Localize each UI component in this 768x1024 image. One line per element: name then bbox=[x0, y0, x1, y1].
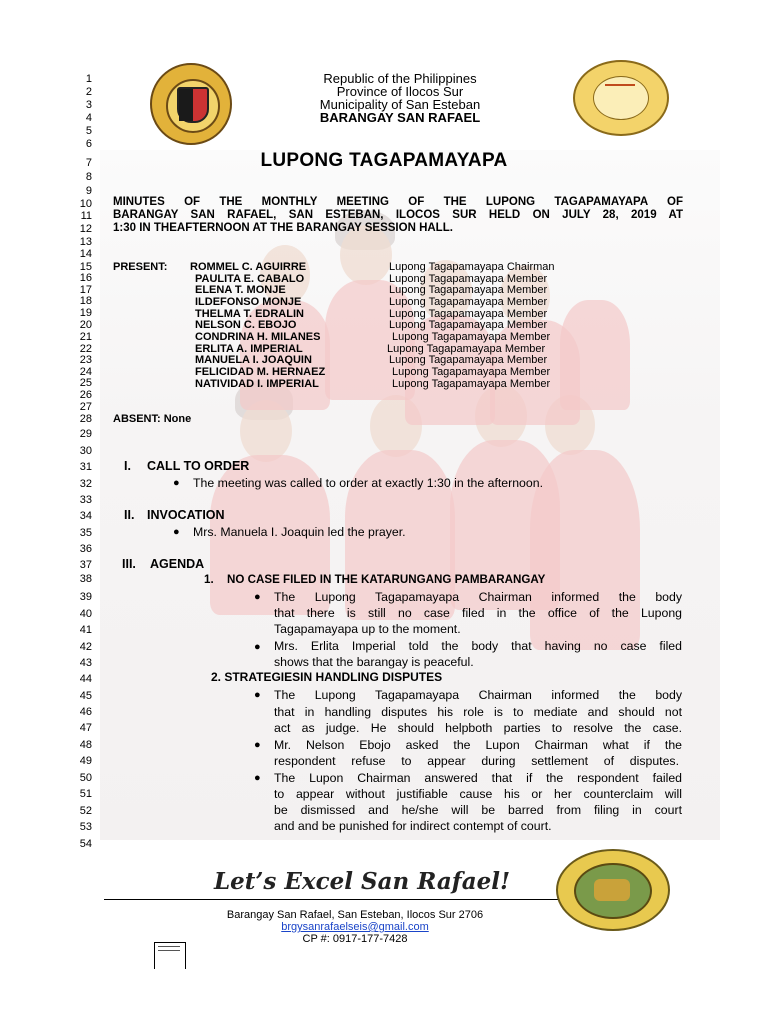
line-number: 40 bbox=[79, 608, 92, 620]
agenda-item-title: 2. STRATEGIESIN HANDLING DISPUTES bbox=[211, 670, 443, 684]
member-name: ERLITA A. IMPERIAL bbox=[195, 343, 303, 355]
line-number: 43 bbox=[79, 657, 92, 669]
line-number: 9 bbox=[85, 185, 92, 197]
agenda-text: Mrs. Erlita Imperial told the body that having no case filed bbox=[274, 639, 682, 653]
bayan-ng-san-esteban-seal-icon bbox=[150, 63, 232, 145]
line-number: 7 bbox=[85, 157, 92, 169]
line-number: 8 bbox=[85, 171, 92, 183]
member-role: Lupong Tagapamayapa Member bbox=[387, 343, 546, 355]
section-title: AGENDA bbox=[150, 557, 205, 571]
line-number: 23 bbox=[79, 354, 92, 366]
line-number: 46 bbox=[79, 706, 92, 718]
line-number: 1 bbox=[85, 73, 92, 85]
line-number: 24 bbox=[79, 366, 92, 378]
line-number: 20 bbox=[79, 319, 92, 331]
member-name: ELENA T. MONJE bbox=[195, 284, 286, 296]
member-role: Lupong Tagapamayapa Member bbox=[389, 354, 548, 366]
member-role: Lupong Tagapamayapa Chairman bbox=[389, 261, 555, 273]
line-number: 42 bbox=[79, 641, 92, 653]
member-role: Lupong Tagapamayapa Member bbox=[392, 331, 551, 343]
line-number: 22 bbox=[79, 343, 92, 355]
line-number: 41 bbox=[79, 624, 92, 636]
line-number: 31 bbox=[79, 461, 92, 473]
line-number: 13 bbox=[79, 236, 92, 248]
line-number: 49 bbox=[79, 755, 92, 767]
line-number: 11 bbox=[80, 210, 92, 222]
member-role: Lupong Tagapamayapa Member bbox=[389, 296, 548, 308]
line-number: 33 bbox=[79, 494, 92, 506]
line-number: 44 bbox=[79, 673, 92, 685]
member-name: MANUELA I. JOAQUIN bbox=[195, 354, 312, 366]
agenda-text: that in handling disputes his role is to mediate and should not bbox=[274, 705, 682, 719]
line-number: 18 bbox=[79, 295, 92, 307]
section-number: I. bbox=[124, 459, 131, 473]
line-number: 5 bbox=[85, 125, 92, 137]
line-number: 54 bbox=[79, 838, 92, 850]
line-number: 10 bbox=[79, 198, 92, 210]
line-number: 51 bbox=[79, 788, 92, 800]
lupong-tagapamayapa-seal-icon bbox=[573, 60, 669, 136]
bullet-icon: ● bbox=[173, 526, 180, 538]
line-number: 37 bbox=[79, 559, 92, 571]
agenda-text: The Lupong Tagapamayapa Chairman informed the body bbox=[274, 590, 682, 604]
member-role: Lupong Tagapamayapa Member bbox=[389, 284, 548, 296]
line-number: 34 bbox=[79, 510, 92, 522]
line-number: 35 bbox=[79, 527, 92, 539]
barangay-san-rafael-seal-icon bbox=[556, 849, 670, 931]
footer-phone: CP #: 0917-177-7428 bbox=[302, 933, 408, 945]
agenda-text: Tagapamayapa up to the moment. bbox=[274, 622, 461, 636]
header-province: Province of Ilocos Sur bbox=[336, 84, 464, 99]
section-title: CALL TO ORDER bbox=[147, 459, 250, 473]
bullet-icon: ● bbox=[254, 689, 261, 701]
line-number: 45 bbox=[79, 690, 92, 702]
bullet-icon: ● bbox=[254, 739, 261, 751]
member-role: Lupong Tagapamayapa Member bbox=[392, 378, 551, 390]
section-text: The meeting was called to order at exactly 1:30 in the afternoon. bbox=[193, 476, 543, 490]
document-stamp-icon bbox=[154, 942, 186, 969]
agenda-text: shows that the barangay is peaceful. bbox=[274, 655, 474, 669]
intro-line: BARANGAY SAN RAFAEL, SAN ESTEBAN, ILOCOS SUR HELD ON JULY 28, 2019 AT bbox=[113, 209, 683, 221]
agenda-text: The Lupong Tagapamayapa Chairman informed the body bbox=[274, 688, 682, 702]
line-number: 38 bbox=[79, 573, 92, 585]
section-number: III. bbox=[122, 557, 136, 571]
line-number: 17 bbox=[79, 284, 92, 296]
agenda-text: that there is still no case filed in the office of the Lupong bbox=[274, 606, 682, 620]
header-barangay: BARANGAY SAN RAFAEL bbox=[319, 110, 481, 125]
agenda-text: be dismissed and he/she will be barred from filing in court bbox=[274, 803, 682, 817]
line-number: 15 bbox=[79, 261, 92, 273]
line-number: 48 bbox=[79, 739, 92, 751]
line-number: 6 bbox=[85, 138, 92, 150]
intro-line: 1:30 IN THEAFTERNOON AT THE BARANGAY SESSION HALL. bbox=[113, 222, 453, 234]
line-number: 14 bbox=[79, 248, 92, 260]
line-number: 29 bbox=[79, 428, 92, 440]
line-number: 26 bbox=[79, 389, 92, 401]
member-name: CONDRINA H. MILANES bbox=[195, 331, 321, 343]
line-number: 39 bbox=[79, 591, 92, 603]
bullet-icon: ● bbox=[254, 772, 261, 784]
agenda-text: respondent refuse to appear during settlement of disputes. bbox=[274, 754, 679, 768]
member-name: THELMA T. EDRALIN bbox=[195, 308, 304, 320]
line-number: 50 bbox=[79, 772, 92, 784]
header-municipality: Municipality of San Esteban bbox=[319, 97, 481, 112]
line-number: 36 bbox=[79, 543, 92, 555]
line-number: 28 bbox=[79, 413, 92, 425]
line-number: 2 bbox=[85, 86, 92, 98]
member-role: Lupong Tagapamayapa Member bbox=[389, 273, 548, 285]
member-role: Lupong Tagapamayapa Member bbox=[392, 366, 551, 378]
section-text: Mrs. Manuela I. Joaquin led the prayer. bbox=[193, 525, 406, 539]
header-country: Republic of the Philippines bbox=[323, 71, 477, 86]
section-number: II. bbox=[124, 508, 135, 522]
line-number: 16 bbox=[79, 272, 92, 284]
footer-address: Barangay San Rafael, San Esteban, Ilocos Sur 2706 bbox=[226, 909, 484, 921]
line-number: 25 bbox=[79, 377, 92, 389]
member-name: FELICIDAD M. HERNAEZ bbox=[195, 366, 326, 378]
footer-divider bbox=[104, 899, 574, 900]
line-number: 47 bbox=[79, 722, 92, 734]
agenda-item-number: 1. bbox=[204, 573, 214, 586]
absent-line: ABSENT: None bbox=[113, 413, 192, 425]
agenda-text: act as judge. He should helpboth parties to resolve the case. bbox=[274, 721, 682, 735]
line-number: 12 bbox=[79, 223, 92, 235]
agenda-item-title: NO CASE FILED IN THE KATARUNGANG PAMBARANGAY bbox=[227, 573, 546, 586]
bullet-icon: ● bbox=[254, 591, 261, 603]
footer-email-link[interactable]: brgysanrafaelseis@gmail.com bbox=[281, 921, 429, 933]
line-number: 21 bbox=[79, 331, 92, 343]
member-name: NATIVIDAD I. IMPERIAL bbox=[195, 378, 319, 390]
line-number: 52 bbox=[79, 805, 92, 817]
line-number: 4 bbox=[85, 112, 92, 124]
member-name: PAULITA E. CABALO bbox=[195, 273, 305, 285]
footer-motto: Let’s Excel San Rafael! bbox=[214, 868, 511, 895]
agenda-text: and and be punished for indirect contempt of court. bbox=[274, 819, 552, 833]
line-number: 27 bbox=[79, 401, 92, 413]
bullet-icon: ● bbox=[254, 641, 261, 653]
member-name: NELSON C. EBOJO bbox=[195, 319, 297, 331]
agenda-text: Mr. Nelson Ebojo asked the Lupon Chairman what if the bbox=[274, 738, 682, 752]
section-title: INVOCATION bbox=[147, 508, 225, 522]
member-name: ROMMEL C. AGUIRRE bbox=[190, 261, 307, 273]
line-number: 53 bbox=[79, 821, 92, 833]
agenda-text: to appear without justifiable cause his or her counterclaim will bbox=[274, 787, 682, 801]
line-number: 32 bbox=[79, 478, 92, 490]
bullet-icon: ● bbox=[173, 477, 180, 489]
member-name: ILDEFONSO MONJE bbox=[195, 296, 302, 308]
present-label: PRESENT: bbox=[113, 261, 168, 273]
intro-line: MINUTES OF THE MONTHLY MEETING OF THE LUPONG TAGAPAMAYAPA OF bbox=[113, 196, 683, 208]
member-role: Lupong Tagapamayapa Member bbox=[389, 319, 548, 331]
agenda-text: The Lupon Chairman answered that if the respondent failed bbox=[274, 771, 682, 785]
page-title: LUPONG TAGAPAMAYAPA bbox=[260, 150, 508, 171]
member-role: Lupong Tagapamayapa Member bbox=[389, 308, 548, 320]
line-number: 19 bbox=[79, 307, 92, 319]
footer-email-wrap bbox=[150, 921, 560, 933]
line-number: 30 bbox=[79, 445, 92, 457]
line-number: 3 bbox=[85, 99, 92, 111]
